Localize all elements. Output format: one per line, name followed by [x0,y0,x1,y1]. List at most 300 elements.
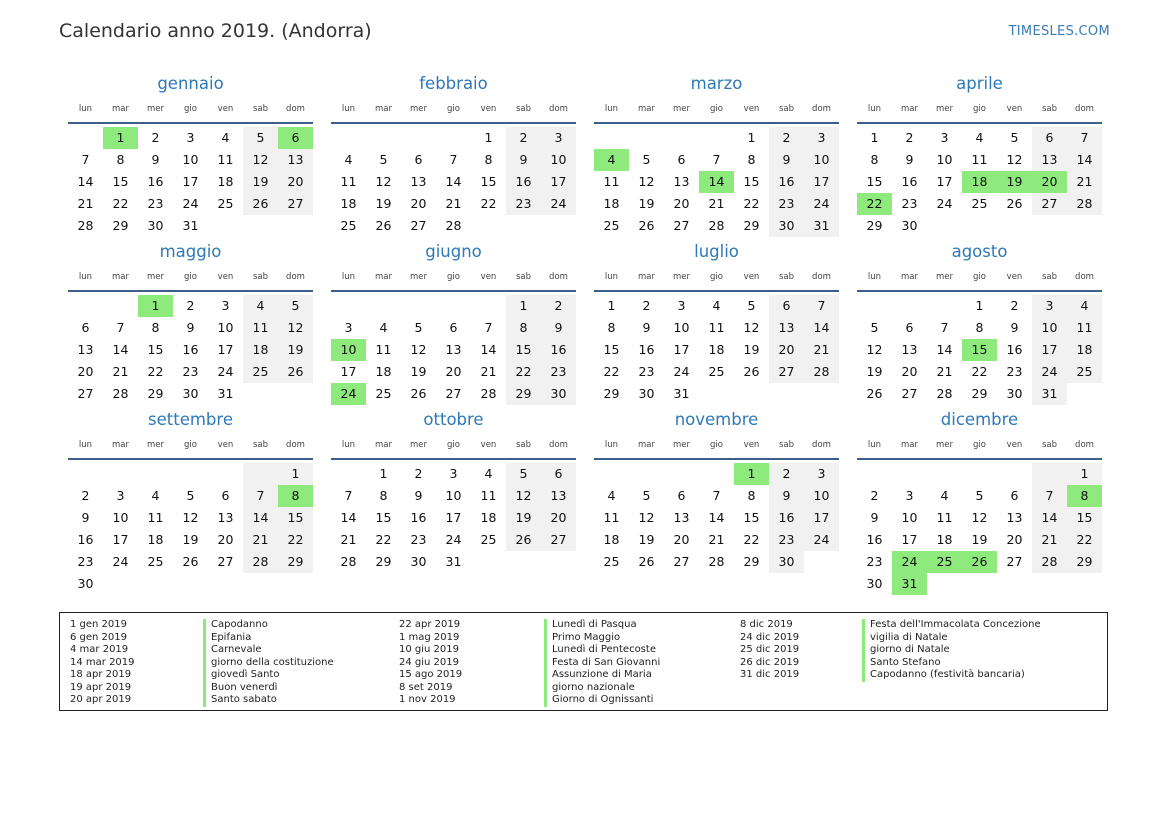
day-cell[interactable]: 13 [769,317,804,339]
day-cell[interactable]: 7 [344,488,353,503]
day-cell[interactable]: 30 [769,551,804,573]
day-cell[interactable]: 26 [743,364,760,379]
day-cell[interactable]: 13 [673,174,690,189]
day-cell[interactable]: 4 [607,488,616,503]
day-cell[interactable]: 3 [940,130,949,145]
day-cell[interactable]: 21 [1067,171,1102,193]
day-cell[interactable]: 28 [243,551,278,573]
day-cell[interactable]: 21 [708,196,725,211]
day-cell[interactable]: 26 [638,554,655,569]
day-cell[interactable]: 13 [541,485,576,507]
day-cell[interactable]: 14 [1067,149,1102,171]
day-cell[interactable]: 16 [541,339,576,361]
day-cell[interactable]: 16 [901,174,918,189]
day-cell[interactable]: 30 [769,215,804,237]
day-cell[interactable]: 28 [936,386,953,401]
day-cell[interactable]: 19 [866,364,883,379]
day-cell[interactable]: 26 [638,218,655,233]
day-cell[interactable]: 31 [804,215,839,237]
day-cell[interactable]: 19 [971,532,988,547]
day-cell[interactable]: 5 [414,320,423,335]
day-cell[interactable]: 5 [186,488,195,503]
day-cell[interactable]: 27 [1032,193,1067,215]
day-cell[interactable]: 3 [344,320,353,335]
day-cell[interactable]: 10 [445,488,462,503]
day-cell[interactable]: 11 [480,488,497,503]
day-cell[interactable]: 9 [642,320,651,335]
day-cell[interactable]: 25 [603,218,620,233]
holiday-day-cell[interactable]: 25 [927,551,962,573]
day-cell[interactable]: 17 [340,364,357,379]
day-cell[interactable]: 29 [375,554,392,569]
day-cell[interactable]: 30 [866,576,883,591]
day-cell[interactable]: 23 [506,193,541,215]
day-cell[interactable]: 3 [804,463,839,485]
day-cell[interactable]: 26 [182,554,199,569]
day-cell[interactable]: 27 [769,361,804,383]
day-cell[interactable]: 22 [603,364,620,379]
day-cell[interactable]: 3 [541,127,576,149]
day-cell[interactable]: 10 [673,320,690,335]
day-cell[interactable]: 9 [905,152,914,167]
day-cell[interactable]: 25 [971,196,988,211]
day-cell[interactable]: 25 [708,364,725,379]
day-cell[interactable]: 21 [340,532,357,547]
day-cell[interactable]: 29 [743,218,760,233]
day-cell[interactable]: 15 [375,510,392,525]
day-cell[interactable]: 23 [541,361,576,383]
day-cell[interactable]: 11 [936,510,953,525]
day-cell[interactable]: 11 [603,174,620,189]
day-cell[interactable]: 8 [151,320,160,335]
day-cell[interactable]: 28 [77,218,94,233]
day-cell[interactable]: 7 [712,152,721,167]
day-cell[interactable]: 20 [541,507,576,529]
day-cell[interactable]: 8 [747,152,756,167]
day-cell[interactable]: 12 [278,317,313,339]
day-cell[interactable]: 31 [1032,383,1067,405]
day-cell[interactable]: 25 [603,554,620,569]
day-cell[interactable]: 11 [375,342,392,357]
day-cell[interactable]: 18 [243,339,278,361]
day-cell[interactable]: 15 [278,507,313,529]
day-cell[interactable]: 22 [375,532,392,547]
day-cell[interactable]: 22 [147,364,164,379]
holiday-day-cell[interactable]: 20 [1032,171,1067,193]
day-cell[interactable]: 26 [1006,196,1023,211]
day-cell[interactable]: 6 [677,152,686,167]
day-cell[interactable]: 17 [804,171,839,193]
day-cell[interactable]: 11 [708,320,725,335]
day-cell[interactable]: 25 [217,196,234,211]
day-cell[interactable]: 11 [217,152,234,167]
day-cell[interactable]: 16 [866,532,883,547]
day-cell[interactable]: 2 [186,298,195,313]
day-cell[interactable]: 5 [642,152,651,167]
day-cell[interactable]: 23 [866,554,883,569]
day-cell[interactable]: 5 [747,298,756,313]
day-cell[interactable]: 17 [112,532,129,547]
day-cell[interactable]: 20 [217,532,234,547]
day-cell[interactable]: 28 [112,386,129,401]
day-cell[interactable]: 18 [340,196,357,211]
day-cell[interactable]: 13 [1032,149,1067,171]
day-cell[interactable]: 3 [449,466,458,481]
day-cell[interactable]: 19 [506,507,541,529]
day-cell[interactable]: 27 [217,554,234,569]
day-cell[interactable]: 22 [743,196,760,211]
day-cell[interactable]: 27 [1006,554,1023,569]
day-cell[interactable]: 11 [147,510,164,525]
day-cell[interactable]: 1 [747,130,756,145]
day-cell[interactable]: 17 [182,174,199,189]
day-cell[interactable]: 26 [375,218,392,233]
day-cell[interactable]: 30 [182,386,199,401]
day-cell[interactable]: 29 [147,386,164,401]
day-cell[interactable]: 6 [677,488,686,503]
day-cell[interactable]: 23 [410,532,427,547]
day-cell[interactable]: 19 [743,342,760,357]
day-cell[interactable]: 2 [905,130,914,145]
day-cell[interactable]: 10 [936,152,953,167]
day-cell[interactable]: 3 [186,130,195,145]
day-cell[interactable]: 22 [112,196,129,211]
day-cell[interactable]: 3 [905,488,914,503]
day-cell[interactable]: 2 [1010,298,1019,313]
day-cell[interactable]: 4 [243,295,278,317]
day-cell[interactable]: 23 [901,196,918,211]
day-cell[interactable]: 14 [1032,507,1067,529]
day-cell[interactable]: 20 [1006,532,1023,547]
day-cell[interactable]: 23 [769,193,804,215]
day-cell[interactable]: 12 [182,510,199,525]
day-cell[interactable]: 4 [221,130,230,145]
holiday-day-cell[interactable]: 26 [962,551,997,573]
day-cell[interactable]: 24 [217,364,234,379]
holiday-day-cell[interactable]: 8 [278,485,313,507]
day-cell[interactable]: 22 [971,364,988,379]
day-cell[interactable]: 27 [541,529,576,551]
day-cell[interactable]: 10 [182,152,199,167]
day-cell[interactable]: 13 [1006,510,1023,525]
day-cell[interactable]: 6 [1010,488,1019,503]
day-cell[interactable]: 12 [243,149,278,171]
day-cell[interactable]: 7 [1032,485,1067,507]
day-cell[interactable]: 9 [151,152,160,167]
day-cell[interactable]: 14 [77,174,94,189]
day-cell[interactable]: 24 [445,532,462,547]
day-cell[interactable]: 8 [747,488,756,503]
day-cell[interactable]: 6 [449,320,458,335]
day-cell[interactable]: 27 [673,218,690,233]
day-cell[interactable]: 28 [1032,551,1067,573]
day-cell[interactable]: 19 [278,339,313,361]
day-cell[interactable]: 16 [77,532,94,547]
day-cell[interactable]: 10 [804,485,839,507]
day-cell[interactable]: 27 [278,193,313,215]
day-cell[interactable]: 21 [936,364,953,379]
day-cell[interactable]: 1 [870,130,879,145]
day-cell[interactable]: 11 [603,510,620,525]
day-cell[interactable]: 24 [673,364,690,379]
day-cell[interactable]: 1 [484,130,493,145]
holiday-day-cell[interactable]: 22 [857,193,892,215]
holiday-day-cell[interactable]: 18 [962,171,997,193]
day-cell[interactable]: 3 [804,127,839,149]
day-cell[interactable]: 30 [1006,386,1023,401]
day-cell[interactable]: 10 [804,149,839,171]
day-cell[interactable]: 16 [1006,342,1023,357]
day-cell[interactable]: 12 [971,510,988,525]
day-cell[interactable]: 23 [1006,364,1023,379]
day-cell[interactable]: 15 [506,339,541,361]
day-cell[interactable]: 18 [217,174,234,189]
day-cell[interactable]: 9 [870,510,879,525]
day-cell[interactable]: 22 [506,361,541,383]
day-cell[interactable]: 11 [340,174,357,189]
day-cell[interactable]: 1 [1067,463,1102,485]
day-cell[interactable]: 6 [81,320,90,335]
day-cell[interactable]: 5 [975,488,984,503]
day-cell[interactable]: 29 [506,383,541,405]
day-cell[interactable]: 14 [112,342,129,357]
day-cell[interactable]: 17 [217,342,234,357]
day-cell[interactable]: 9 [81,510,90,525]
day-cell[interactable]: 10 [901,510,918,525]
day-cell[interactable]: 9 [541,317,576,339]
day-cell[interactable]: 18 [708,342,725,357]
day-cell[interactable]: 6 [221,488,230,503]
day-cell[interactable]: 29 [603,386,620,401]
day-cell[interactable]: 8 [870,152,879,167]
day-cell[interactable]: 22 [743,532,760,547]
day-cell[interactable]: 1 [379,466,388,481]
day-cell[interactable]: 24 [936,196,953,211]
day-cell[interactable]: 29 [278,551,313,573]
day-cell[interactable]: 4 [940,488,949,503]
day-cell[interactable]: 26 [410,386,427,401]
day-cell[interactable]: 6 [541,463,576,485]
day-cell[interactable]: 21 [804,339,839,361]
day-cell[interactable]: 20 [77,364,94,379]
day-cell[interactable]: 8 [975,320,984,335]
day-cell[interactable]: 6 [414,152,423,167]
day-cell[interactable]: 14 [480,342,497,357]
day-cell[interactable]: 7 [116,320,125,335]
day-cell[interactable]: 25 [243,361,278,383]
holiday-day-cell[interactable]: 1 [103,127,138,149]
day-cell[interactable]: 17 [1032,339,1067,361]
day-cell[interactable]: 21 [112,364,129,379]
day-cell[interactable]: 2 [414,466,423,481]
day-cell[interactable]: 24 [804,529,839,551]
day-cell[interactable]: 16 [506,171,541,193]
day-cell[interactable]: 20 [278,171,313,193]
day-cell[interactable]: 17 [901,532,918,547]
day-cell[interactable]: 29 [112,218,129,233]
day-cell[interactable]: 7 [484,320,493,335]
day-cell[interactable]: 2 [769,463,804,485]
day-cell[interactable]: 5 [642,488,651,503]
day-cell[interactable]: 17 [445,510,462,525]
day-cell[interactable]: 18 [147,532,164,547]
day-cell[interactable]: 21 [77,196,94,211]
day-cell[interactable]: 15 [147,342,164,357]
day-cell[interactable]: 15 [743,174,760,189]
day-cell[interactable]: 18 [1067,339,1102,361]
day-cell[interactable]: 4 [712,298,721,313]
day-cell[interactable]: 30 [638,386,655,401]
day-cell[interactable]: 10 [541,149,576,171]
day-cell[interactable]: 17 [673,342,690,357]
day-cell[interactable]: 21 [243,529,278,551]
day-cell[interactable]: 29 [971,386,988,401]
day-cell[interactable]: 12 [410,342,427,357]
day-cell[interactable]: 9 [414,488,423,503]
day-cell[interactable]: 5 [278,295,313,317]
day-cell[interactable]: 14 [708,510,725,525]
day-cell[interactable]: 24 [112,554,129,569]
day-cell[interactable]: 24 [1032,361,1067,383]
day-cell[interactable]: 25 [480,532,497,547]
holiday-day-cell[interactable]: 10 [331,339,366,361]
day-cell[interactable]: 9 [186,320,195,335]
day-cell[interactable]: 13 [901,342,918,357]
day-cell[interactable]: 21 [708,532,725,547]
day-cell[interactable]: 19 [182,532,199,547]
day-cell[interactable]: 4 [151,488,160,503]
day-cell[interactable]: 24 [541,193,576,215]
day-cell[interactable]: 2 [769,127,804,149]
day-cell[interactable]: 28 [445,218,462,233]
day-cell[interactable]: 15 [743,510,760,525]
day-cell[interactable]: 17 [541,171,576,193]
day-cell[interactable]: 29 [1067,551,1102,573]
holiday-day-cell[interactable]: 6 [278,127,313,149]
day-cell[interactable]: 14 [445,174,462,189]
day-cell[interactable]: 12 [743,320,760,335]
day-cell[interactable]: 7 [804,295,839,317]
day-cell[interactable]: 3 [1032,295,1067,317]
day-cell[interactable]: 4 [484,466,493,481]
day-cell[interactable]: 1 [607,298,616,313]
holiday-day-cell[interactable]: 4 [594,149,629,171]
holiday-day-cell[interactable]: 14 [699,171,734,193]
day-cell[interactable]: 8 [506,317,541,339]
day-cell[interactable]: 9 [1010,320,1019,335]
day-cell[interactable]: 25 [1067,361,1102,383]
day-cell[interactable]: 2 [541,295,576,317]
day-cell[interactable]: 3 [116,488,125,503]
holiday-day-cell[interactable]: 19 [997,171,1032,193]
holiday-day-cell[interactable]: 15 [962,339,997,361]
day-cell[interactable]: 23 [182,364,199,379]
day-cell[interactable]: 13 [217,510,234,525]
day-cell[interactable]: 5 [506,463,541,485]
day-cell[interactable]: 25 [375,386,392,401]
day-cell[interactable]: 9 [769,485,804,507]
day-cell[interactable]: 22 [1067,529,1102,551]
day-cell[interactable]: 31 [673,386,690,401]
day-cell[interactable]: 10 [1032,317,1067,339]
day-cell[interactable]: 2 [81,488,90,503]
day-cell[interactable]: 13 [278,149,313,171]
holiday-day-cell[interactable]: 8 [1067,485,1102,507]
day-cell[interactable]: 20 [901,364,918,379]
day-cell[interactable]: 5 [870,320,879,335]
day-cell[interactable]: 2 [870,488,879,503]
day-cell[interactable]: 15 [603,342,620,357]
day-cell[interactable]: 20 [673,532,690,547]
holiday-day-cell[interactable]: 24 [331,383,366,405]
day-cell[interactable]: 7 [449,152,458,167]
day-cell[interactable]: 4 [379,320,388,335]
day-cell[interactable]: 23 [77,554,94,569]
day-cell[interactable]: 28 [708,218,725,233]
holiday-day-cell[interactable]: 1 [138,295,173,317]
holiday-day-cell[interactable]: 1 [734,463,769,485]
day-cell[interactable]: 27 [901,386,918,401]
day-cell[interactable]: 23 [769,529,804,551]
day-cell[interactable]: 14 [340,510,357,525]
day-cell[interactable]: 13 [445,342,462,357]
day-cell[interactable]: 18 [480,510,497,525]
day-cell[interactable]: 31 [445,554,462,569]
day-cell[interactable]: 1 [506,295,541,317]
day-cell[interactable]: 24 [804,193,839,215]
day-cell[interactable]: 27 [410,218,427,233]
day-cell[interactable]: 6 [769,295,804,317]
day-cell[interactable]: 7 [1067,127,1102,149]
day-cell[interactable]: 29 [866,218,883,233]
day-cell[interactable]: 13 [673,510,690,525]
day-cell[interactable]: 1 [278,463,313,485]
day-cell[interactable]: 1 [975,298,984,313]
day-cell[interactable]: 21 [480,364,497,379]
day-cell[interactable]: 8 [379,488,388,503]
day-cell[interactable]: 13 [77,342,94,357]
day-cell[interactable]: 7 [712,488,721,503]
day-cell[interactable]: 15 [866,174,883,189]
day-cell[interactable]: 25 [340,218,357,233]
day-cell[interactable]: 12 [866,342,883,357]
day-cell[interactable]: 8 [116,152,125,167]
day-cell[interactable]: 15 [112,174,129,189]
day-cell[interactable]: 20 [445,364,462,379]
day-cell[interactable]: 26 [278,361,313,383]
day-cell[interactable]: 3 [221,298,230,313]
day-cell[interactable]: 14 [936,342,953,357]
holiday-day-cell[interactable]: 24 [892,551,927,573]
day-cell[interactable]: 25 [147,554,164,569]
day-cell[interactable]: 5 [243,127,278,149]
day-cell[interactable]: 12 [506,485,541,507]
day-cell[interactable]: 30 [410,554,427,569]
day-cell[interactable]: 19 [410,364,427,379]
day-cell[interactable]: 18 [375,364,392,379]
day-cell[interactable]: 2 [151,130,160,145]
day-cell[interactable]: 18 [936,532,953,547]
day-cell[interactable]: 15 [1067,507,1102,529]
day-cell[interactable]: 16 [769,507,804,529]
day-cell[interactable]: 16 [638,342,655,357]
day-cell[interactable]: 17 [936,174,953,189]
day-cell[interactable]: 8 [607,320,616,335]
day-cell[interactable]: 14 [243,507,278,529]
day-cell[interactable]: 6 [905,320,914,335]
day-cell[interactable]: 26 [866,386,883,401]
day-cell[interactable]: 23 [147,196,164,211]
